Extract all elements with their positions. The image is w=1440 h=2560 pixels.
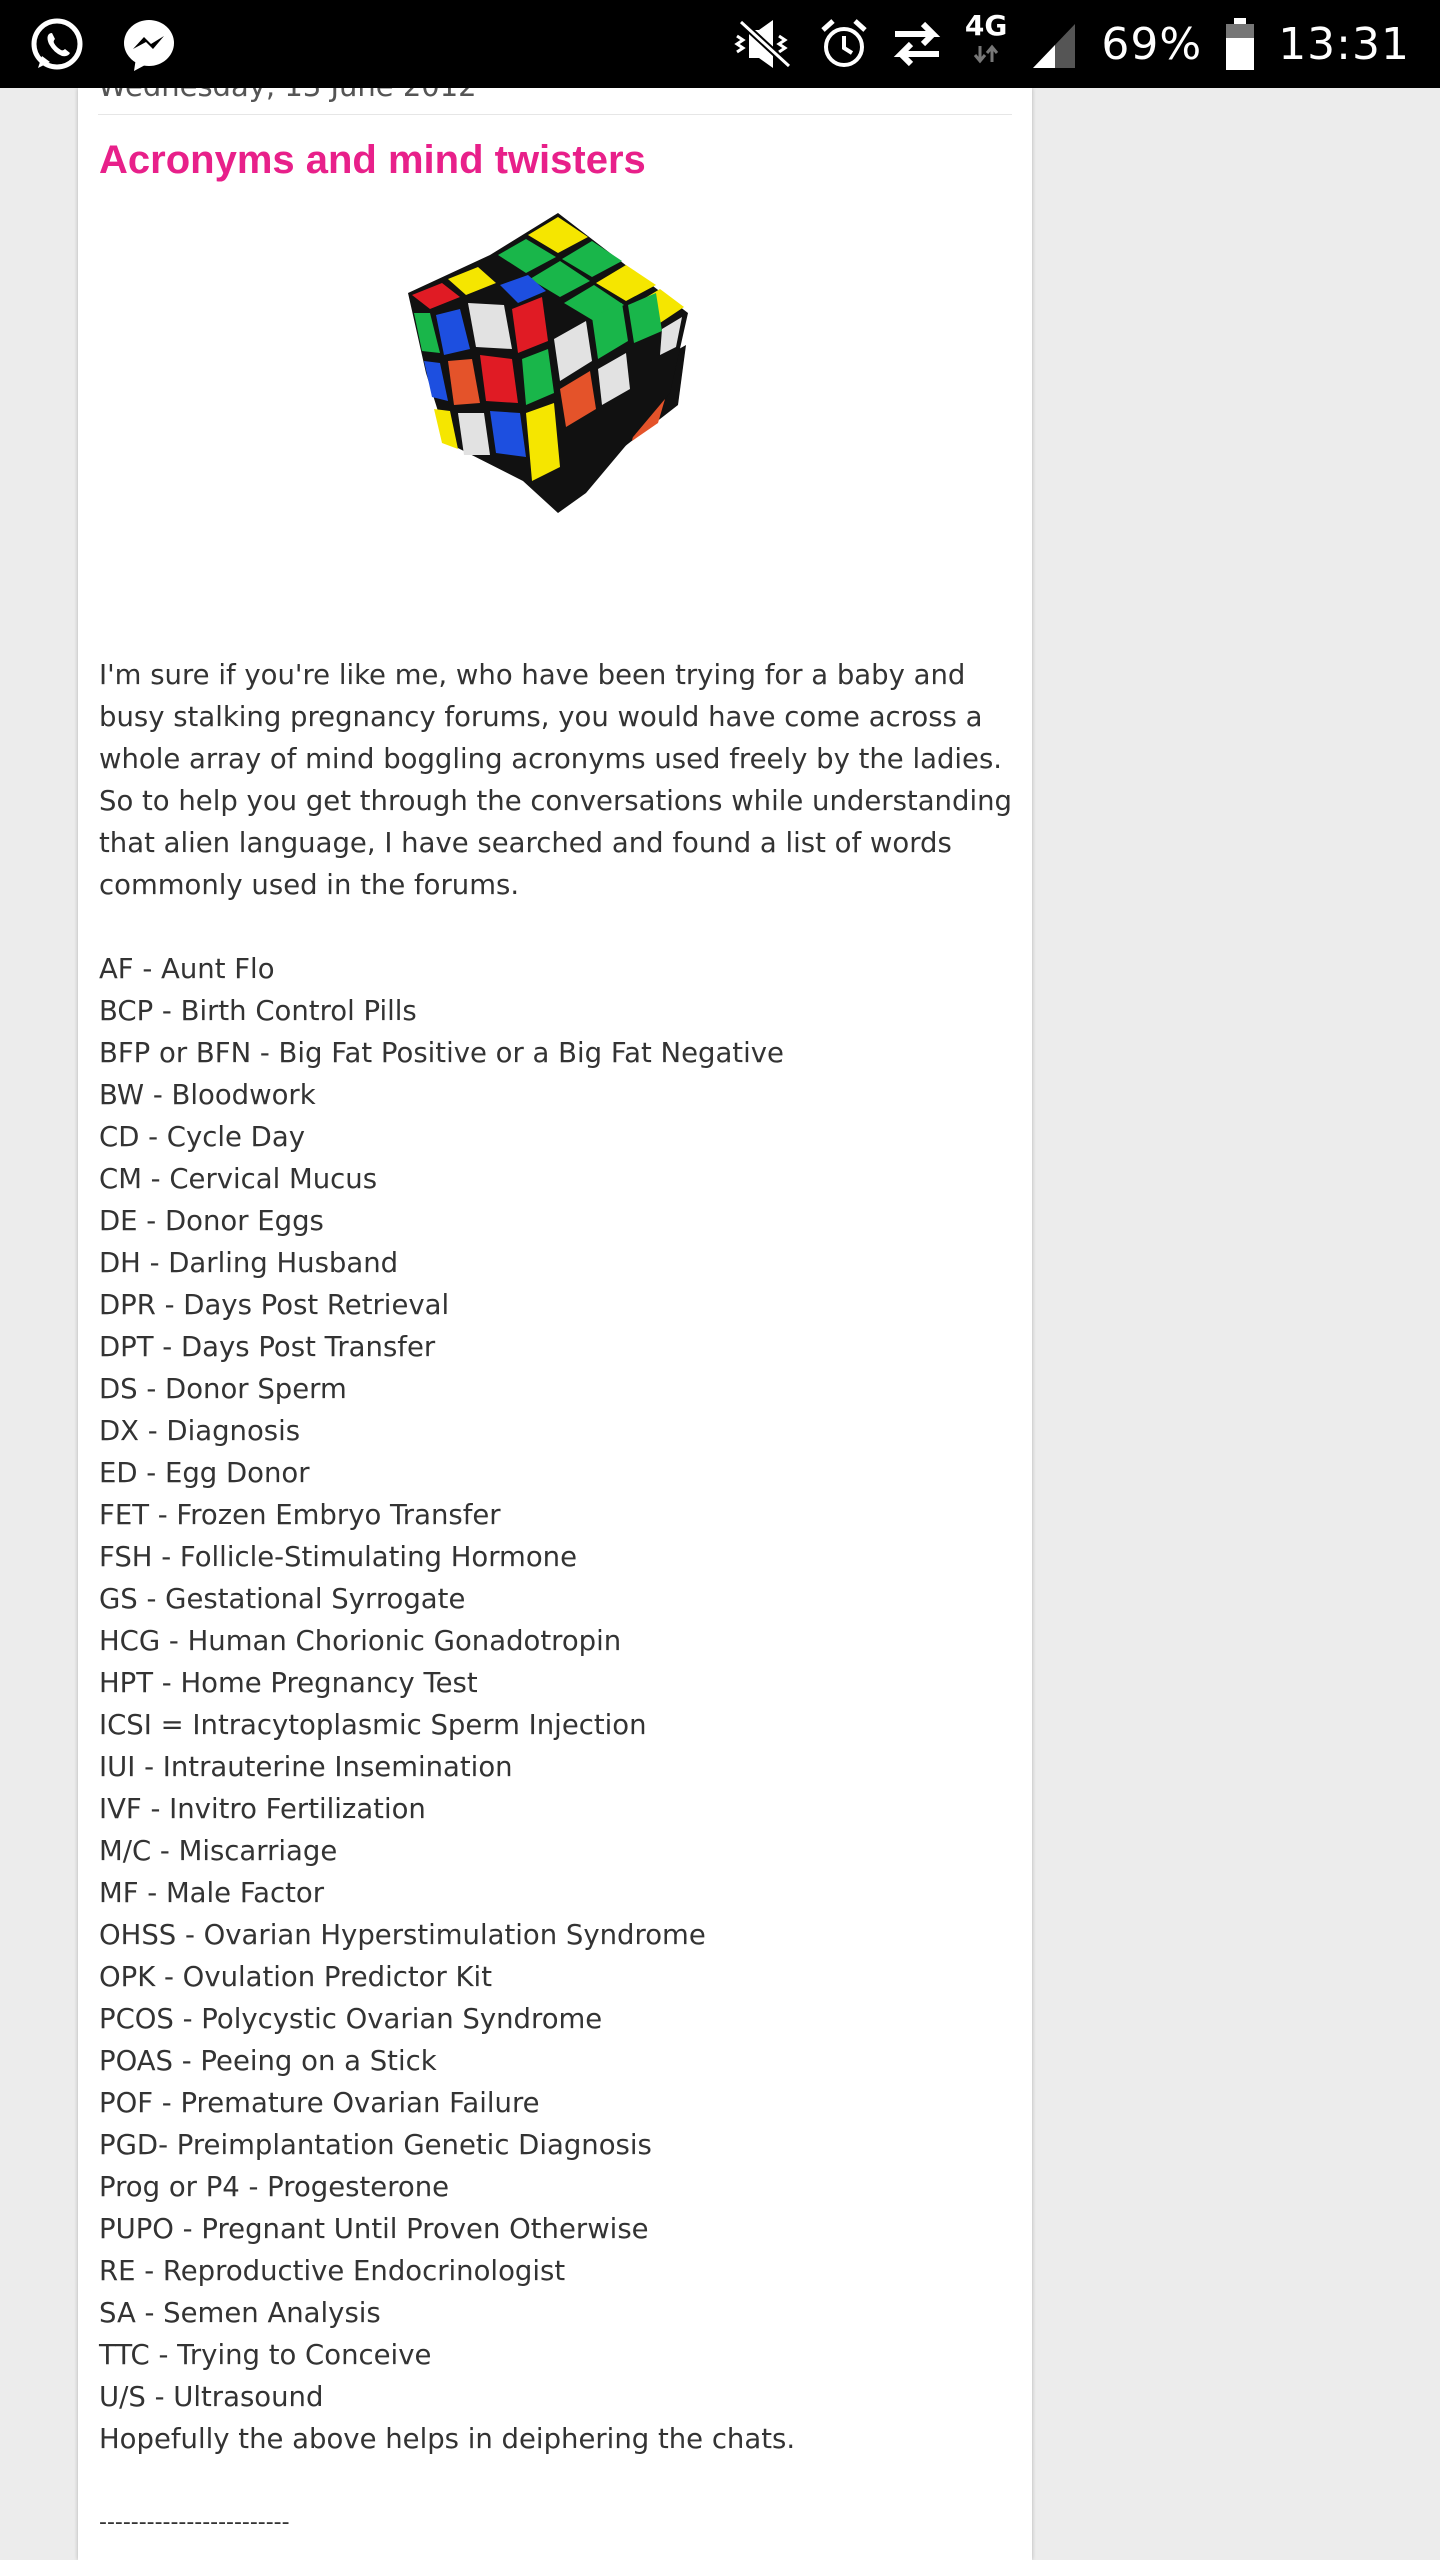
list-item: ED - Egg Donor — [99, 1457, 310, 1489]
signal-icon — [1029, 16, 1079, 72]
list-item: RE - Reproductive Endocrinologist — [99, 2255, 566, 2287]
post-title[interactable]: Acronyms and mind twisters — [99, 138, 646, 182]
list-item: BCP - Birth Control Pills — [99, 995, 417, 1027]
list-item: DPT - Days Post Transfer — [99, 1331, 436, 1363]
list-item: HPT - Home Pregnancy Test — [99, 1667, 478, 1699]
alarm-icon — [819, 16, 869, 72]
whatsapp-icon — [28, 16, 86, 74]
list-item: POF - Premature Ovarian Failure — [99, 2087, 540, 2119]
list-item: PGD- Preimplantation Genetic Diagnosis — [99, 2129, 652, 2161]
list-item: TTC - Trying to Conceive — [99, 2339, 432, 2371]
list-item: PUPO - Pregnant Until Proven Otherwise — [99, 2213, 649, 2245]
post-intro: I'm sure if you're like me, who have been trying for a baby and busy stalking pregnancy forums, you would have come across a whole array of mind boggling acronyms used freely by the ladies. So to help you get through the conversations while understanding that alien language, I have searched and found a list of words commonly used in the forums. — [99, 659, 1012, 901]
list-item: CD - Cycle Day — [99, 1121, 305, 1153]
list-item: OPK - Ovulation Predictor Kit — [99, 1961, 492, 1993]
mute-icon — [731, 16, 797, 72]
list-item: IVF - Invitro Fertilization — [99, 1793, 426, 1825]
list-item: FSH - Follicle-Stimulating Hormone — [99, 1541, 577, 1573]
list-item: SA - Semen Analysis — [99, 2297, 381, 2329]
divider-line: ------------------------ — [99, 2510, 290, 2535]
list-item: M/C - Miscarriage — [99, 1835, 338, 1867]
list-item: IUI - Intrauterine Insemination — [99, 1751, 513, 1783]
post-body — [99, 654, 1019, 2544]
clock: 13:31 — [1278, 18, 1410, 70]
list-item: OHSS - Ovarian Hyperstimulation Syndrome — [99, 1919, 706, 1951]
list-item: DX - Diagnosis — [99, 1415, 301, 1447]
list-item: ICSI = Intracytoplasmic Sperm Injection — [99, 1709, 647, 1741]
battery-icon — [1224, 16, 1256, 72]
list-item: CM - Cervical Mucus — [99, 1163, 378, 1195]
data-transfer-icon — [891, 16, 943, 72]
list-item: MF - Male Factor — [99, 1877, 325, 1909]
list-item: AF - Aunt Flo — [99, 953, 275, 985]
list-item: FET - Frozen Embryo Transfer — [99, 1499, 501, 1531]
status-bar — [0, 0, 1440, 88]
list-item: U/S - Ultrasound — [99, 2381, 324, 2413]
network-arrows-icon — [971, 44, 1001, 64]
battery-percentage: 69% — [1101, 18, 1203, 70]
messenger-icon — [120, 16, 178, 74]
list-item: DPR - Days Post Retrieval — [99, 1289, 450, 1321]
post-card — [78, 88, 1032, 2560]
list-item: HCG - Human Chorionic Gonadotropin — [99, 1625, 622, 1657]
list-item: DS - Donor Sperm — [99, 1373, 347, 1405]
list-item: BW - Bloodwork — [99, 1079, 316, 1111]
acronym-list — [99, 948, 1019, 2418]
list-item: BFP or BFN - Big Fat Positive or a Big Fat Negative — [99, 1037, 784, 1069]
list-item: GS - Gestational Syrrogate — [99, 1583, 466, 1615]
list-item: PCOS - Polycystic Ovarian Syndrome — [99, 2003, 603, 2035]
network-type: 4G — [964, 9, 1008, 42]
list-item: DE - Donor Eggs — [99, 1205, 324, 1237]
post-closing: Hopefully the above helps in deiphering the chats. — [99, 2423, 796, 2455]
list-item: POAS - Peeing on a Stick — [99, 2045, 437, 2077]
list-item: DH - Darling Husband — [99, 1247, 399, 1279]
list-item: Prog or P4 - Progesterone — [99, 2171, 450, 2203]
rubiks-cube-image — [408, 213, 708, 513]
